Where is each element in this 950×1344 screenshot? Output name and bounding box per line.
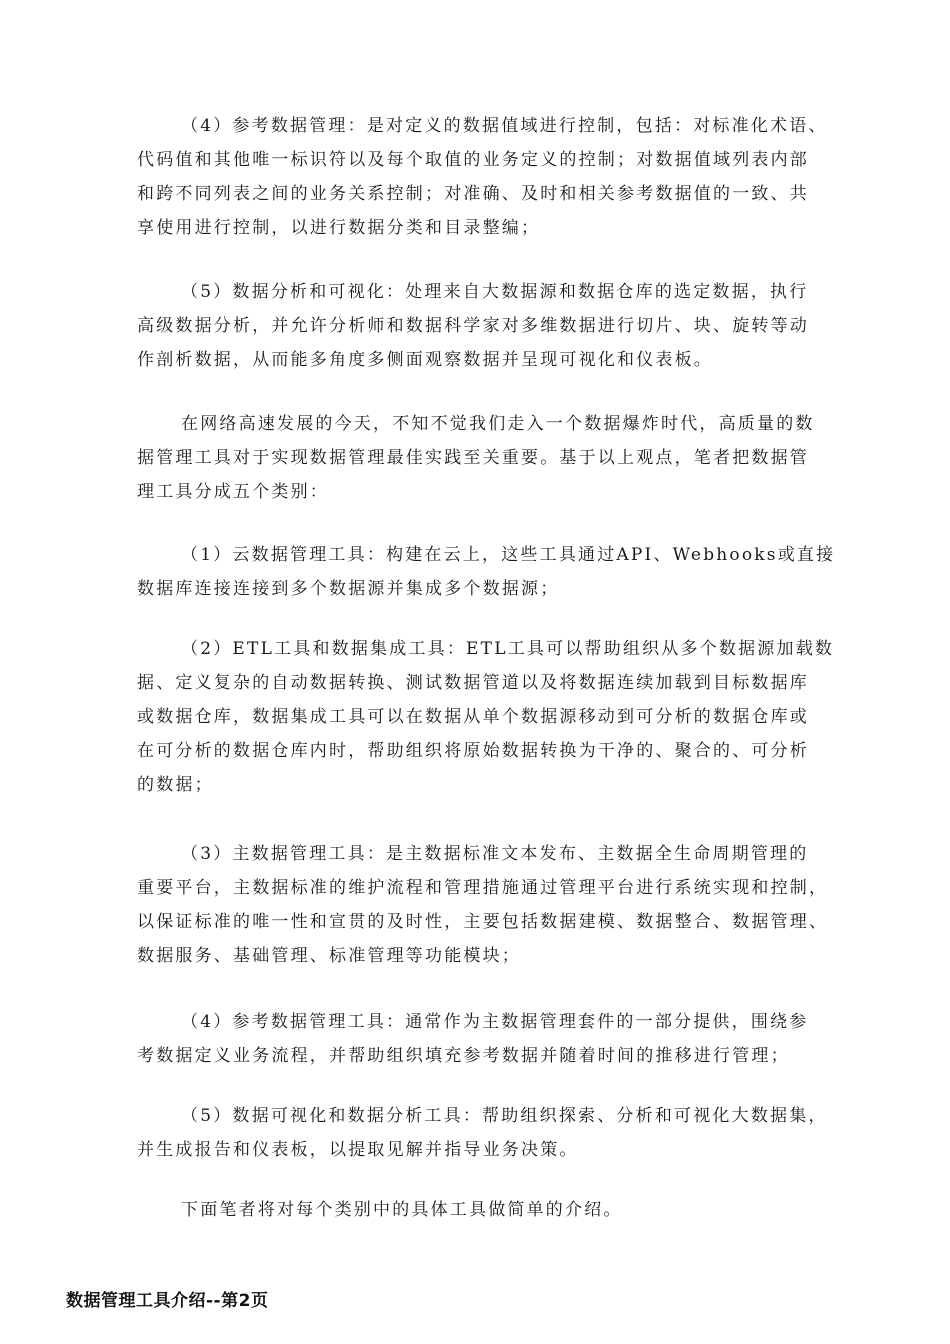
text-line: 数据服务、基础管理、标准管理等功能模块； xyxy=(137,946,521,966)
text-line: 或数据仓库，数据集成工具可以在数据从单个数据源移动到可分析的数据仓库或 xyxy=(137,707,809,727)
text-line: 在可分析的数据仓库内时，帮助组织将原始数据转换为干净的、聚合的、可分析 xyxy=(137,741,809,761)
text-line: 代码值和其他唯一标识符以及每个取值的业务定义的控制；对数据值域列表内部 xyxy=(137,150,809,170)
paragraph-master-data-tools xyxy=(137,837,827,973)
text-line: （4）参考数据管理：是对定义的数据值域进行控制，包括：对标准化术语、 xyxy=(181,116,828,136)
text-line: （2）ETL工具和数据集成工具：ETL工具可以帮助组织从多个数据源加载数 xyxy=(181,639,835,659)
text-line: 和跨不同列表之间的业务关系控制；对准确、及时和相关参考数据值的一致、共 xyxy=(137,184,809,204)
text-line: 据管理工具对于实现数据管理最佳实践至关重要。基于以上观点，笔者把数据管 xyxy=(137,448,809,468)
text-line: 并生成报告和仪表板，以提取见解并指导业务决策。 xyxy=(137,1140,579,1160)
paragraph-intro-categories xyxy=(137,407,827,509)
paragraph-reference-data-management xyxy=(137,109,827,245)
paragraph-visualization-tools xyxy=(137,1099,827,1167)
text-line: （4）参考数据管理工具：通常作为主数据管理套件的一部分提供，围绕参 xyxy=(181,1012,809,1032)
text-line: （5）数据分析和可视化：处理来自大数据源和数据仓库的选定数据，执行 xyxy=(181,282,809,302)
text-line: 重要平台，主数据标准的维护流程和管理措施通过管理平台进行系统实现和控制， xyxy=(137,878,829,898)
paragraph-closing xyxy=(137,1193,827,1227)
text-line: （1）云数据管理工具：构建在云上，这些工具通过API、Webhooks或直接 xyxy=(181,545,836,565)
paragraph-reference-data-tools xyxy=(137,1005,827,1073)
paragraph-data-analysis-visualization xyxy=(137,275,827,377)
text-line: 的数据； xyxy=(137,775,214,795)
text-line: 数据库连接连接到多个数据源并集成多个数据源； xyxy=(137,579,560,599)
text-line: 作剖析数据，从而能多角度多侧面观察数据并呈现可视化和仪表板。 xyxy=(137,350,713,370)
text-line: 理工具分成五个类别： xyxy=(137,482,329,502)
text-line: 据、定义复杂的自动数据转换、测试数据管道以及将数据连续加载到目标数据库 xyxy=(137,673,809,693)
text-line: 考数据定义业务流程，并帮助组织填充参考数据并随着时间的推移进行管理； xyxy=(137,1046,790,1066)
text-line: 高级数据分析，并允许分析师和数据科学家对多维数据进行切片、块、旋转等动 xyxy=(137,316,809,336)
text-line: 以保证标准的唯一性和宣贯的及时性，主要包括数据建模、数据整合、数据管理、 xyxy=(137,912,829,932)
text-line: 享使用进行控制，以进行数据分类和目录整编； xyxy=(137,218,541,238)
paragraph-etl-tools xyxy=(137,632,835,802)
page-footer: 数据管理工具介绍--第2页 xyxy=(66,1291,269,1311)
text-line: （3）主数据管理工具：是主数据标准文本发布、主数据全生命周期管理的 xyxy=(181,844,809,864)
text-line: 在网络高速发展的今天，不知不觉我们走入一个数据爆炸时代，高质量的数 xyxy=(181,414,815,434)
paragraph-cloud-data-tools xyxy=(137,538,836,606)
text-line: 下面笔者将对每个类别中的具体工具做简单的介绍。 xyxy=(181,1200,623,1220)
text-line: （5）数据可视化和数据分析工具：帮助组织探索、分析和可视化大数据集， xyxy=(181,1106,828,1126)
